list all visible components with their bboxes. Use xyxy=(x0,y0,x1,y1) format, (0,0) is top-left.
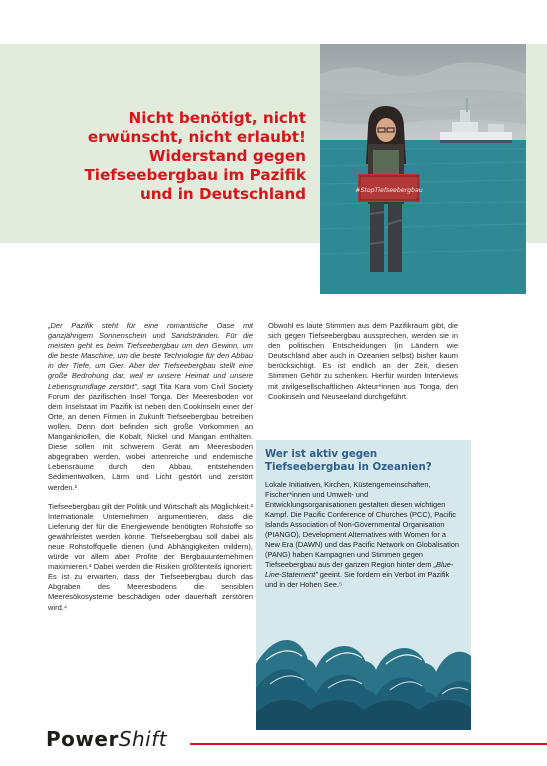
title-line: erwünscht, nicht erlaubt! xyxy=(87,128,306,146)
powershift-logo xyxy=(46,727,167,751)
title-line: Tiefseebergbau im Pazifik xyxy=(84,166,306,184)
right-column xyxy=(268,321,458,411)
info-box-text-part: Lokale Initiativen, Kirchen, Küstengemeinschaften, Fischer*innen und Umwelt- und Entwicklungsorganisationen gestalten diesen wichtigen Kampf. Die Pacific Conference of Churches (PCC), Pacific Islands Association of Non-Governmental Organisation (PIANGO), Development Alternatives with Women for a New Era (DAWN) und das Pacific Network on Globalisation (PANG) haben Kampagnen und Stimmen gegen Tiefseebergbau aus der ganzen Region hinter dem xyxy=(265,480,460,569)
left-column xyxy=(48,321,253,622)
info-box xyxy=(256,440,471,730)
title-line: Nicht benötigt, nicht xyxy=(128,109,306,127)
footer-divider xyxy=(190,743,547,745)
paragraph xyxy=(48,321,253,493)
blue-line-statement: „Blue-Line-Statement" xyxy=(265,560,454,579)
quote-text: „Der Pazifik steht für eine romantische Oase mit ganzjährigem Sonnenschein und Sandstränden. Für die meisten geht es beim Tiefseebergbau um den Gewinn, um die beste Maschine, um die beste Technologie für den Abbau in der Tiefe, um Gier. Aber der Tiefseebergbau stellt eine große Bedrohung dar, weil er unsere Heimat und unsere Lebensgrundlage zerstört" xyxy=(48,321,253,391)
title-line: Widerstand gegen xyxy=(148,147,306,165)
wave-illustration xyxy=(256,624,471,730)
paragraph: Tiefseebergbau gilt der Politik und Wirtschaft als Möglichkeit.² Internationale Unternehmen argumentieren, dass die Lieferung der für die Energiewende benötigten Rohstoffe so gewährleistet werden könne. Tiefseebergbau soll dabei als neue Rohstoffquelle dienen (und Abhängigkeiten mildern), würde vor allem aber Profite der Bergbauunternehmen maximieren.³ Dabei werden die Risiken größtenteils ignoriert: Es ist zu erwarten, dass der Tiefseebergbau durch das Abgraben des Meeresbodens die sensiblen Meeresökosysteme beschädigen oder dauerhaft zerstören wird.⁴ xyxy=(48,501,253,612)
info-box-text-part: geeint. Sie fordern ein Verbot im Pazifik und in der Hohen See.⁵ xyxy=(265,570,450,589)
logo-part: Shift xyxy=(118,727,168,751)
sign-text: #StopTiefseebergbau xyxy=(355,187,423,194)
info-box-text xyxy=(265,480,461,590)
logo-part: Power xyxy=(46,727,119,751)
paragraph: Obwohl es laute Stimmen aus dem Pazifikraum gibt, die sich gegen Tiefseebergbau aussprechen, werden sie in den politischen Entscheidungen (in Ländern wie Deutschland aber auch in Ozeanien selbst) bisher kaum berücksichtigt. Es ist endlich an der Zeit, diesen Stimmen Gehör zu schenken. Hierfür wurden Interviews mit zivilgesellschaftlichen Akteur*innen aus Tonga, den Cookinseln und Neuseeland durchgeführt. xyxy=(268,321,458,401)
page-title xyxy=(40,109,306,204)
protest-illustration xyxy=(320,44,526,294)
paragraph-text: , sagt Tita Kara vom Civil Society Forum der pazifischen Insel Tonga. Der Meeresboden vor dem Inselstaat im Pazifik ist neben den Cookinseln einer der Orte, an denen Firmen in Zukunft Tiefseebergbau betreiben wollen. Denn dort befinden sich große Vorkommen an Manganknollen, die Kobalt, Nickel und Mangan enthalten. Diese sollen mit schwerem Gerät am Meeresboden abgegraben werden, wobei artenreiche und endemische Lebensräume durch den Abbau, entstehenden Sedimentwolken, Lärm und Licht gestört und zerstört werden.¹ xyxy=(48,381,253,492)
title-line: und in Deutschland xyxy=(139,185,306,203)
info-box-title: Wer ist aktiv gegen Tiefseebergbau in Ozeanien? xyxy=(265,449,432,473)
